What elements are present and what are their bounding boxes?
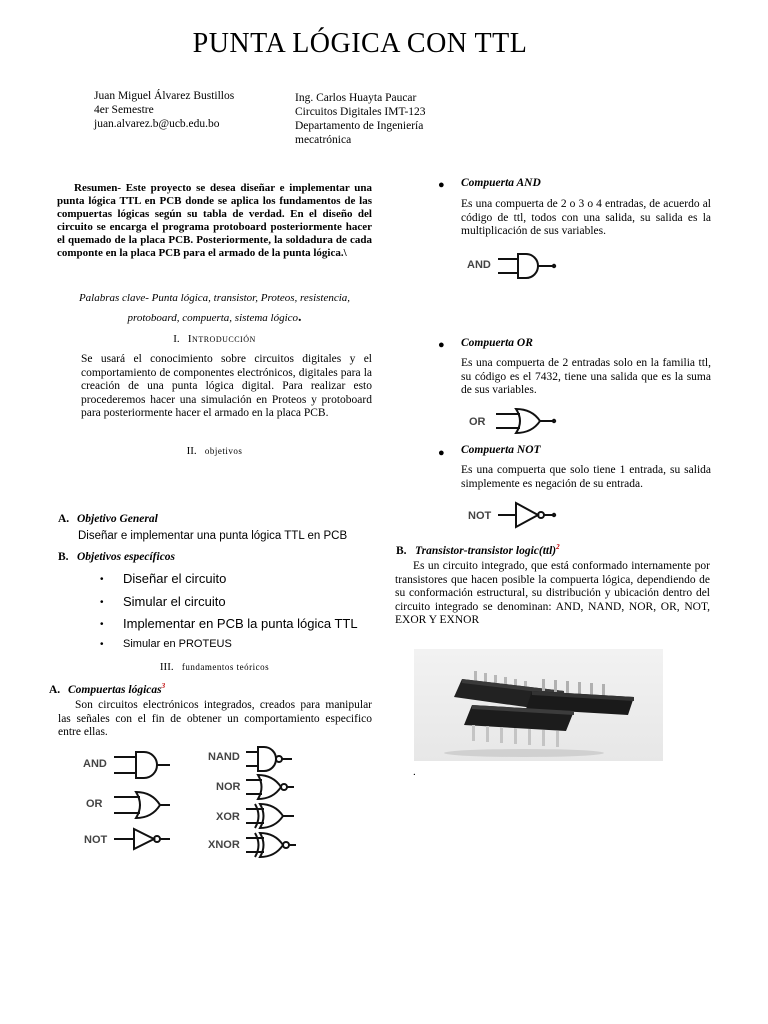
section-2-heading <box>62 445 367 457</box>
not-gate-fig-label: NOT <box>468 510 492 522</box>
objetivo-general-label: A. <box>58 513 70 525</box>
compuertas-logicas-text: Son circuitos electrónicos integrados, creados para manipular las señales con el fin de obtener un comportamiento especifico entre ellas. <box>58 699 372 738</box>
author-right-block <box>295 91 426 147</box>
paper-title: PUNTA LÓGICA CON TTL <box>192 28 528 59</box>
author-right-dept: Departamento de Ingeniería <box>295 120 424 132</box>
xnor-gate-label: XNOR <box>208 839 240 851</box>
section-2-title: objetivos <box>204 446 243 456</box>
compuertas-logicas-title: Compuertas lógicas <box>68 683 162 696</box>
front-ic-chip <box>464 705 574 747</box>
objetivos-especificos-label: B. <box>58 551 69 563</box>
author-left-name: Juan Miguel Álvarez Bustillos <box>94 90 235 102</box>
ic-chips-image <box>414 649 663 761</box>
compuertas-logicas-heading <box>49 682 165 696</box>
compuertas-logicas-label: A. <box>49 683 61 696</box>
not-gate-icon <box>114 829 170 849</box>
bullet-icon: ● <box>438 179 445 191</box>
logic-gates-figure <box>78 742 318 862</box>
section-2-number: II. <box>186 445 197 457</box>
author-right-name: Ing. Carlos Huayta Paucar <box>295 92 417 104</box>
reference-marker: 2 <box>556 543 560 551</box>
or-gate-icon <box>496 409 555 433</box>
ttl-text: Es un circuito integrado, que está conformado internamente por transistores que hacen posible la compuerta lógica, dependiendo de su conformación estructural, su distribución y ubicación dentro del circuito integrado se denominan: AND, NAND, NOR, OR, NOT, EXOR Y EXNOR <box>395 560 710 626</box>
ttl-heading <box>396 543 560 557</box>
and-gate-icon <box>498 254 555 278</box>
objetivo-general-heading <box>58 513 158 525</box>
section-1-heading <box>62 333 367 345</box>
and-text: Es una compuerta de 2 o 3 o 4 entradas, de acuerdo al código de ttl, todos con una salida, su salida es la multiplicación de sus variables. <box>461 198 711 237</box>
not-gate-label: NOT <box>84 834 108 846</box>
ic-chip-photo <box>414 649 663 761</box>
nand-gate-label: NAND <box>208 751 240 763</box>
and-gate-figure <box>466 250 566 282</box>
abstract: Resumen- Este proyecto se desea diseñar e implementar una punta lógica TTL en PCB donde se aplica los fundamentos de las compuertas lógicas según su tabla de verdad. En el diseño del circuito se encarga el programa protoboard posteriormente hacer el quemado de la placa PCB. Posteriormente, la soldadura de cada componte en la placa PCB para el armado de la punta lógica.\ <box>57 182 372 259</box>
ttl-label: B. <box>396 544 407 557</box>
section-3-heading <box>62 661 367 673</box>
ttl-title: Transistor-transistor logic(ttl) <box>415 544 557 557</box>
or-gate-figure <box>466 405 566 437</box>
keywords-text: Palabras clave- Punta lógica, transistor, Proteos, resistencia, protoboard, compuerta, sistema lógico <box>78 292 351 324</box>
objetivos-especificos-heading <box>58 551 175 563</box>
author-right-course: Circuitos Digitales IMT-123 <box>295 106 426 118</box>
trailing-dot: . <box>413 766 416 778</box>
and-gate-icon <box>114 752 170 778</box>
bullet-icon: ● <box>438 339 445 351</box>
not-heading: Compuerta NOT <box>461 444 541 456</box>
bullet-icon: ● <box>438 447 445 459</box>
and-heading: Compuerta AND <box>461 177 541 189</box>
section-3-title: fundamentos teóricos <box>181 662 270 672</box>
not-text: Es una compuerta que solo tiene 1 entrada, su salida simplemente es negación de su entrada. <box>461 464 711 490</box>
or-gate-fig-label: OR <box>469 416 486 428</box>
objetivo-general-title: Objetivo General <box>77 513 158 525</box>
nand-gate-icon <box>246 747 292 771</box>
section-1-title: Introducción <box>187 333 256 345</box>
author-left-semester: 4er Semestre <box>94 104 154 116</box>
objetivos-especificos-title: Objetivos específicos <box>77 551 176 563</box>
section-1-text: Se usará el conocimiento sobre circuitos digitales y el comportamiento de componentes electrónicos, digitales para la creación de una punta lógica digital. Para realizar esto procederemos hacer una simulación en Proteos y protoboard para posteriormente hacer el armado en la placa PCB. <box>81 353 372 419</box>
not-gate-icon <box>498 503 555 527</box>
reference-marker: 3 <box>161 682 166 690</box>
section-1-number: I. <box>173 333 180 345</box>
author-right-dept-2: mecatrónica <box>295 134 352 146</box>
and-gate-fig-label: AND <box>467 259 491 271</box>
section-3-number: III. <box>159 661 174 673</box>
author-left-email: juan.alvarez.b@ucb.edu.bo <box>94 118 220 130</box>
or-gate-icon <box>114 792 170 818</box>
xor-gate-label: XOR <box>216 811 240 823</box>
objetivo-general-text: Diseñar e implementar una punta lógica TTL en PCB <box>78 530 348 542</box>
or-text: Es una compuerta de 2 entradas solo en la familia ttl, su código es el 7432, tiene una salida que es la suma de sus variables. <box>461 357 711 396</box>
or-heading: Compuerta OR <box>461 337 533 349</box>
nor-gate-icon <box>246 775 294 799</box>
not-gate-figure <box>466 500 566 530</box>
xnor-gate-icon <box>246 833 296 857</box>
keywords: Palabras clave- Punta lógica, transistor, Proteos, resistencia, protoboard, compuerta, sistema lógico. <box>78 292 351 325</box>
nor-gate-label: NOR <box>216 781 241 793</box>
and-gate-label: AND <box>83 758 107 770</box>
or-gate-label: OR <box>86 798 103 810</box>
author-left-block <box>94 89 234 131</box>
xor-gate-icon <box>246 804 294 828</box>
